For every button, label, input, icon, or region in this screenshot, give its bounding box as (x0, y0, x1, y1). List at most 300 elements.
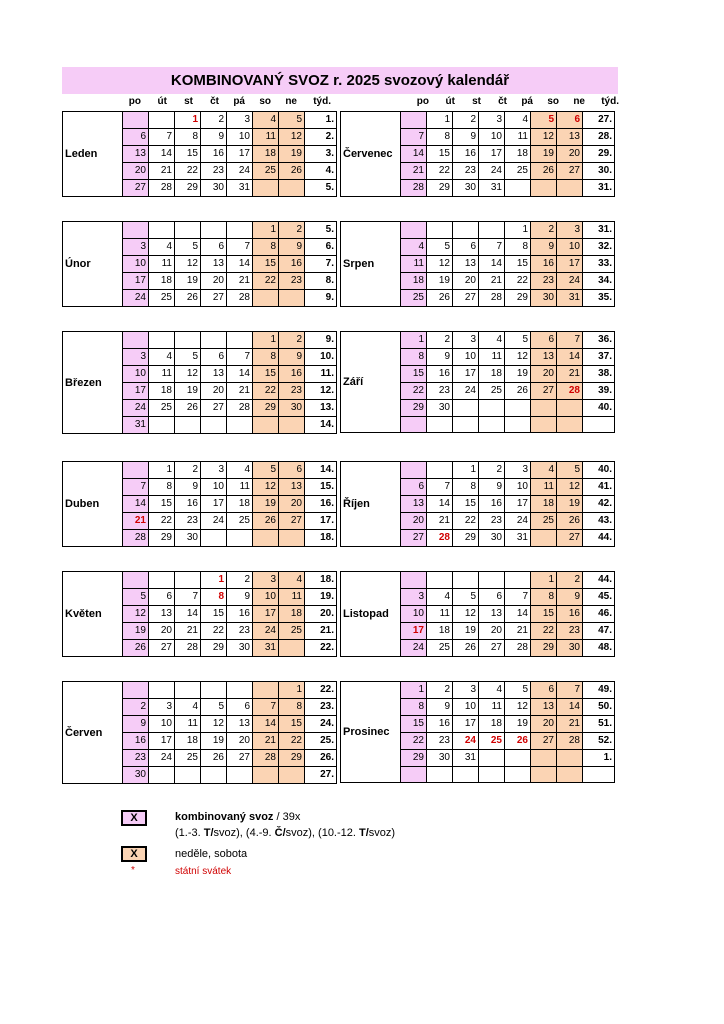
day-cell: 15 (453, 496, 479, 513)
legend-schedule (175, 827, 395, 839)
day-cell: 8 (505, 239, 531, 256)
week-row (63, 222, 337, 239)
day-cell: 12 (123, 606, 149, 623)
week-number: 52. (583, 733, 615, 750)
day-cell: 12 (201, 716, 227, 733)
week-number: 32. (583, 239, 615, 256)
legend-weekend-text: neděle, sobota (175, 848, 248, 860)
day-cell: 3 (479, 112, 505, 129)
day-cell: 9 (479, 479, 505, 496)
day-cell: 7 (479, 239, 505, 256)
day-cell: 16 (557, 606, 583, 623)
day-cell: 1 (427, 112, 453, 129)
day-cell (253, 417, 279, 434)
day-cell: 28 (401, 180, 427, 197)
day-cell: 24 (227, 163, 253, 180)
day-cell (479, 750, 505, 767)
day-cell (427, 767, 453, 783)
week-number: 29. (583, 146, 615, 163)
day-cell: 21 (557, 366, 583, 383)
day-cell: 16 (227, 606, 253, 623)
week-number: 25. (305, 733, 337, 750)
day-cell: 25 (479, 383, 505, 400)
day-cell: 13 (201, 256, 227, 273)
day-cell: 31 (253, 640, 279, 657)
day-cell: 18 (279, 606, 305, 623)
day-cell: 1 (253, 222, 279, 239)
day-cell: 25 (279, 623, 305, 640)
day-cell: 26 (123, 640, 149, 657)
week-number: 38. (583, 366, 615, 383)
day-cell: 23 (453, 163, 479, 180)
day-cell: 11 (401, 256, 427, 273)
week-number: 9. (305, 290, 337, 307)
schedule-part: svoz) (368, 827, 396, 839)
day-cell: 23 (531, 273, 557, 290)
day-cell: 7 (123, 479, 149, 496)
day-cell: 16 (479, 496, 505, 513)
day-cell: 18 (149, 383, 175, 400)
day-cell: 24 (201, 513, 227, 530)
day-cell: 11 (505, 129, 531, 146)
day-cell (505, 572, 531, 589)
day-cell: 2 (557, 572, 583, 589)
day-cell: 26 (531, 163, 557, 180)
day-cell (479, 767, 505, 783)
day-cell (401, 767, 427, 783)
week-number: 26. (305, 750, 337, 767)
day-cell: 2 (479, 462, 505, 479)
day-cell: 21 (427, 513, 453, 530)
week-number: 24. (305, 716, 337, 733)
day-cell: 11 (227, 479, 253, 496)
day-cell: 5 (279, 112, 305, 129)
day-cell: 14 (253, 716, 279, 733)
day-cell: 2 (279, 222, 305, 239)
day-cell: 12 (505, 699, 531, 716)
day-cell (227, 767, 253, 784)
day-cell: 12 (557, 479, 583, 496)
day-cell: 25 (227, 513, 253, 530)
weekday-header-right (409, 95, 619, 109)
day-cell: 15 (253, 256, 279, 273)
day-cell: 20 (531, 366, 557, 383)
day-cell: 22 (253, 383, 279, 400)
day-cell: 27 (479, 640, 505, 657)
day-cell: 13 (279, 479, 305, 496)
day-cell: 1 (505, 222, 531, 239)
day-cell: 4 (253, 112, 279, 129)
day-cell: 7 (427, 479, 453, 496)
day-cell: 25 (253, 163, 279, 180)
day-cell: 14 (175, 606, 201, 623)
day-cell (123, 462, 149, 479)
month-name: Březen (63, 332, 123, 434)
day-cell: 9 (175, 479, 201, 496)
day-cell: 8 (149, 479, 175, 496)
day-cell (557, 400, 583, 417)
week-number: 5. (305, 222, 337, 239)
week-number: 22. (305, 640, 337, 657)
day-cell: 2 (201, 112, 227, 129)
day-cell: 21 (557, 716, 583, 733)
day-cell (175, 572, 201, 589)
day-cell (401, 112, 427, 129)
day-cell: 23 (227, 623, 253, 640)
day-cell: 17 (227, 146, 253, 163)
day-cell: 15 (253, 366, 279, 383)
day-cell: 10 (479, 129, 505, 146)
day-cell: 29 (401, 750, 427, 767)
day-cell: 28 (175, 640, 201, 657)
day-cell: 22 (505, 273, 531, 290)
day-cell: 15 (505, 256, 531, 273)
week-row (341, 112, 615, 129)
day-cell: 18 (149, 273, 175, 290)
day-cell: 2 (227, 572, 253, 589)
day-cell: 16 (453, 146, 479, 163)
day-cell (123, 332, 149, 349)
month-table-srpen (340, 221, 615, 307)
day-cell: 1 (401, 332, 427, 349)
day-cell: 27 (201, 400, 227, 417)
day-cell (505, 750, 531, 767)
week-number: 13. (305, 400, 337, 417)
day-cell: 9 (201, 129, 227, 146)
day-cell: 7 (401, 129, 427, 146)
day-cell (427, 462, 453, 479)
day-cell: 15 (427, 146, 453, 163)
day-cell (253, 530, 279, 547)
day-cell: 27 (531, 733, 557, 750)
day-cell: 10 (505, 479, 531, 496)
month-name: Září (341, 332, 401, 433)
day-cell: 22 (453, 513, 479, 530)
day-cell: 29 (401, 400, 427, 417)
day-cell: 19 (175, 383, 201, 400)
day-cell: 12 (427, 256, 453, 273)
day-cell: 22 (253, 273, 279, 290)
day-cell: 27 (453, 290, 479, 307)
weekday-header-left (121, 95, 331, 109)
day-cell: 17 (453, 716, 479, 733)
day-cell (201, 767, 227, 784)
day-cell: 28 (557, 733, 583, 750)
weekday-header-cell: čt (210, 96, 219, 107)
day-cell: 6 (401, 479, 427, 496)
day-cell: 14 (557, 699, 583, 716)
day-cell: 15 (149, 496, 175, 513)
day-cell: 27 (201, 290, 227, 307)
day-cell: 19 (557, 496, 583, 513)
week-number: 5. (305, 180, 337, 197)
day-cell: 27 (149, 640, 175, 657)
weekday-header-cell: ne (573, 96, 585, 107)
day-cell: 24 (253, 623, 279, 640)
day-cell: 13 (149, 606, 175, 623)
day-cell: 14 (427, 496, 453, 513)
day-cell: 1 (149, 462, 175, 479)
day-cell: 24 (557, 273, 583, 290)
day-cell: 6 (279, 462, 305, 479)
day-cell: 17 (123, 383, 149, 400)
day-cell: 11 (253, 129, 279, 146)
day-cell: 3 (557, 222, 583, 239)
day-cell (557, 180, 583, 197)
day-cell: 25 (505, 163, 531, 180)
day-cell: 24 (401, 640, 427, 657)
day-cell: 24 (505, 513, 531, 530)
day-cell: 30 (123, 767, 149, 784)
day-cell (201, 682, 227, 699)
day-cell: 9 (531, 239, 557, 256)
week-row (63, 332, 337, 349)
week-number: 30. (583, 163, 615, 180)
day-cell: 22 (201, 623, 227, 640)
day-cell: 4 (149, 239, 175, 256)
day-cell: 5 (175, 349, 201, 366)
day-cell: 8 (175, 129, 201, 146)
day-cell (401, 222, 427, 239)
day-cell: 31 (453, 750, 479, 767)
day-cell: 12 (531, 129, 557, 146)
day-cell: 6 (531, 682, 557, 699)
day-cell: 30 (427, 400, 453, 417)
day-cell (531, 180, 557, 197)
day-cell: 1 (175, 112, 201, 129)
day-cell: 17 (557, 256, 583, 273)
week-row (341, 572, 615, 589)
day-cell: 7 (175, 589, 201, 606)
day-cell: 4 (149, 349, 175, 366)
day-cell: 14 (401, 146, 427, 163)
day-cell: 12 (175, 256, 201, 273)
day-cell: 27 (123, 180, 149, 197)
day-cell: 20 (479, 623, 505, 640)
day-cell: 17 (123, 273, 149, 290)
day-cell: 12 (253, 479, 279, 496)
day-cell (427, 417, 453, 433)
day-cell: 31 (227, 180, 253, 197)
day-cell: 8 (531, 589, 557, 606)
day-cell (175, 417, 201, 434)
month-table-červen (62, 681, 337, 784)
week-number: 44. (583, 530, 615, 547)
day-cell: 2 (427, 332, 453, 349)
day-cell: 4 (479, 332, 505, 349)
month-name: Leden (63, 112, 123, 197)
week-number: 40. (583, 462, 615, 479)
week-number: 27. (583, 112, 615, 129)
day-cell: 19 (505, 716, 531, 733)
day-cell (175, 332, 201, 349)
month-table-listopad (340, 571, 615, 657)
day-cell: 12 (279, 129, 305, 146)
day-cell: 21 (175, 623, 201, 640)
week-number: 33. (583, 256, 615, 273)
day-cell: 11 (531, 479, 557, 496)
day-cell: 19 (175, 273, 201, 290)
day-cell: 10 (227, 129, 253, 146)
day-cell: 10 (453, 349, 479, 366)
day-cell: 20 (531, 716, 557, 733)
weekday-header-cell: po (416, 96, 429, 107)
day-cell: 26 (505, 383, 531, 400)
day-cell (149, 112, 175, 129)
day-cell: 3 (201, 462, 227, 479)
day-cell (531, 400, 557, 417)
day-cell: 27 (557, 530, 583, 547)
day-cell: 11 (479, 699, 505, 716)
day-cell: 14 (123, 496, 149, 513)
week-row (63, 112, 337, 129)
day-cell (149, 417, 175, 434)
day-cell: 19 (201, 733, 227, 750)
day-cell: 17 (401, 623, 427, 640)
legend-combined-box: X (121, 810, 147, 826)
day-cell: 8 (253, 239, 279, 256)
day-cell (453, 572, 479, 589)
day-cell: 1 (253, 332, 279, 349)
day-cell: 8 (401, 699, 427, 716)
day-cell: 17 (453, 366, 479, 383)
weekday-header-cell: čt (498, 96, 507, 107)
day-cell: 5 (253, 462, 279, 479)
day-cell: 23 (123, 750, 149, 767)
day-cell (557, 750, 583, 767)
day-cell: 19 (453, 623, 479, 640)
day-cell: 13 (227, 716, 253, 733)
weekday-header-cell: so (547, 96, 559, 107)
day-cell: 26 (427, 290, 453, 307)
day-cell: 26 (505, 733, 531, 750)
day-cell: 17 (201, 496, 227, 513)
week-row (341, 682, 615, 699)
day-cell: 28 (227, 400, 253, 417)
day-cell: 13 (201, 366, 227, 383)
day-cell: 10 (123, 256, 149, 273)
day-cell: 5 (557, 462, 583, 479)
day-cell: 19 (531, 146, 557, 163)
day-cell: 9 (427, 699, 453, 716)
week-row (341, 332, 615, 349)
week-number: 36. (583, 332, 615, 349)
month-name: Červen (63, 682, 123, 784)
day-cell: 23 (175, 513, 201, 530)
day-cell: 4 (479, 682, 505, 699)
day-cell: 21 (479, 273, 505, 290)
month-table-září (340, 331, 615, 433)
day-cell: 23 (479, 513, 505, 530)
day-cell (401, 417, 427, 433)
day-cell: 3 (453, 682, 479, 699)
day-cell: 6 (201, 239, 227, 256)
weekday-header-cell: po (128, 96, 141, 107)
week-number: 8. (305, 273, 337, 290)
day-cell: 22 (531, 623, 557, 640)
day-cell: 5 (427, 239, 453, 256)
month-table-červenec (340, 111, 615, 197)
day-cell: 22 (175, 163, 201, 180)
day-cell: 9 (123, 716, 149, 733)
day-cell: 27 (227, 750, 253, 767)
day-cell: 7 (557, 682, 583, 699)
weekday-header-cell: út (157, 96, 167, 107)
day-cell: 3 (453, 332, 479, 349)
day-cell: 19 (505, 366, 531, 383)
month-name: Červenec (341, 112, 401, 197)
day-cell (479, 417, 505, 433)
day-cell: 3 (253, 572, 279, 589)
day-cell: 30 (531, 290, 557, 307)
month-name: Říjen (341, 462, 401, 547)
day-cell: 8 (427, 129, 453, 146)
schedule-part: T/ (203, 827, 214, 839)
day-cell (149, 222, 175, 239)
day-cell (401, 462, 427, 479)
day-cell: 25 (427, 640, 453, 657)
day-cell (175, 767, 201, 784)
day-cell: 30 (557, 640, 583, 657)
day-cell: 19 (253, 496, 279, 513)
day-cell: 5 (175, 239, 201, 256)
day-cell (531, 417, 557, 433)
day-cell: 20 (557, 146, 583, 163)
day-cell: 3 (149, 699, 175, 716)
week-number: 31. (583, 180, 615, 197)
week-number: 9. (305, 332, 337, 349)
day-cell: 12 (175, 366, 201, 383)
day-cell: 20 (279, 496, 305, 513)
day-cell: 1 (201, 572, 227, 589)
day-cell: 22 (401, 733, 427, 750)
day-cell: 30 (227, 640, 253, 657)
day-cell: 24 (123, 290, 149, 307)
week-number: 4. (305, 163, 337, 180)
day-cell (227, 682, 253, 699)
week-number: 34. (583, 273, 615, 290)
day-cell (453, 400, 479, 417)
day-cell: 2 (427, 682, 453, 699)
day-cell: 18 (253, 146, 279, 163)
day-cell: 18 (427, 623, 453, 640)
day-cell (479, 222, 505, 239)
day-cell: 30 (175, 530, 201, 547)
week-number: 51. (583, 716, 615, 733)
day-cell (253, 180, 279, 197)
schedule-part: Č/ (274, 827, 286, 839)
day-cell: 3 (227, 112, 253, 129)
week-number: 14. (305, 462, 337, 479)
day-cell: 12 (453, 606, 479, 623)
day-cell: 4 (227, 462, 253, 479)
month-table-prosinec (340, 681, 615, 783)
day-cell: 6 (557, 112, 583, 129)
week-number (583, 767, 615, 783)
week-number: 18. (305, 572, 337, 589)
day-cell: 15 (401, 716, 427, 733)
day-cell: 17 (149, 733, 175, 750)
day-cell (531, 530, 557, 547)
day-cell: 23 (279, 383, 305, 400)
day-cell: 13 (531, 699, 557, 716)
day-cell: 22 (401, 383, 427, 400)
day-cell: 10 (149, 716, 175, 733)
weekday-header-cell: pá (233, 96, 245, 107)
day-cell: 14 (557, 349, 583, 366)
day-cell (149, 767, 175, 784)
day-cell: 21 (227, 273, 253, 290)
